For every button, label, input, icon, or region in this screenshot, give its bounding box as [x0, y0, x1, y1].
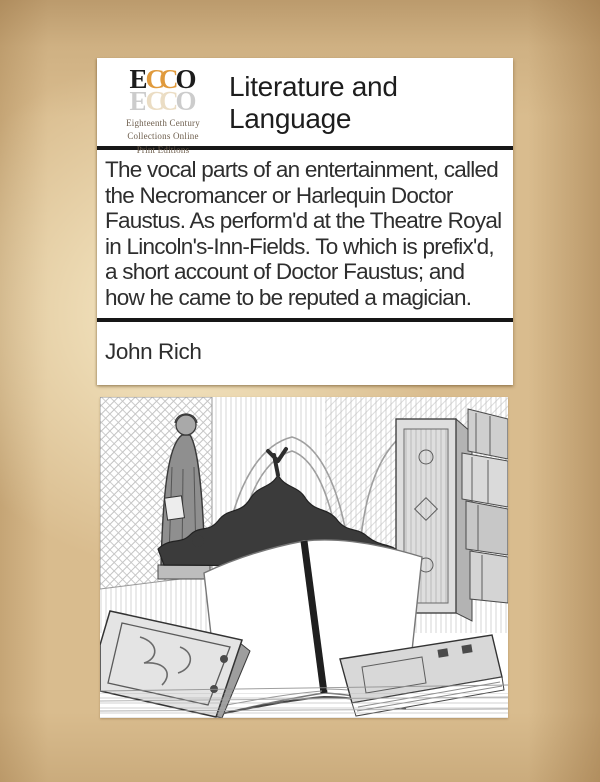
category-heading: Literature and Language [229, 71, 398, 134]
ecco-logo-tagline [97, 117, 229, 158]
books-engraving [100, 397, 508, 718]
logo-letters-cc: CC [145, 64, 173, 94]
panel-header [97, 58, 513, 155]
cover-illustration [100, 397, 508, 718]
tagline-line-3: Print Editions [136, 144, 190, 155]
logo-letter-e: E [129, 64, 148, 94]
book-author: John Rich [105, 339, 202, 364]
book-title: The vocal parts of an entertainment, called the Necromancer or Harlequin Doctor Faustus. As perform'd at the Theatre Royal in Lincoln's-Inn-Fields. To which is prefix'd, a short account of Doctor Faustus; and how he came to be reputed a magician. [105, 157, 502, 310]
ecco-logo-reflection: ECC O [129, 85, 197, 116]
ecco-logo [97, 58, 229, 155]
cover-text-panel [97, 58, 513, 385]
logo-letter-o: O [175, 64, 197, 94]
tagline-line-1: Eighteenth Century [126, 117, 200, 128]
tagline-line-2: Collections Online [127, 131, 199, 142]
